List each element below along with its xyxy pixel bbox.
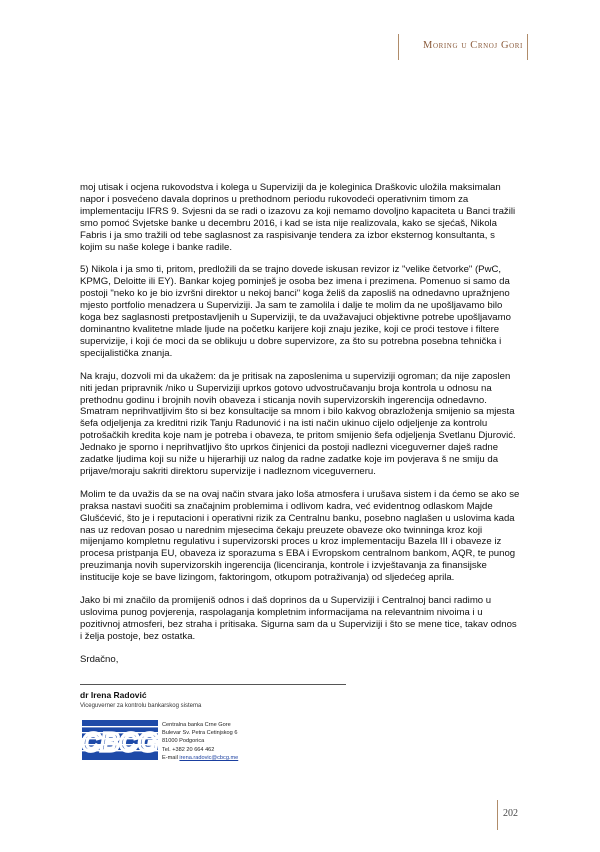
running-header: Moring u Crnoj Gori	[423, 40, 523, 51]
paragraph: Molim te da uvažis da se na ovaj način stvara jako loša atmosfera i urušava sistem i da ćemo se ako se praksa nastavi suočiti sa značajnim problemima i odlivom kadra, već evidentnog odlaskom Majde Glušćević, što je i reputacioni i operativni rizik za Centralnu banku, posebno naglašen u uslovima kada nas uz redovan posao u narednim mjesecima čekaju preuzete obaveze oko twinninga kroz koji mijenjamo kompletnu regulativu i supervizorski proces u kroz implementaciju Bazela III i obaveze iz procesa pristpanja EU, obaveza iz sporazuma s EBA i Evropskom centralnom bankom, AQR, te punog preuzimanja novih supervizorskih ingerencija (licenciranja, kontrole i izvještavanja za finansijske institucije koje se bave lizingom, faktoringom, otkupom potraživanja) od sljedećeg aprila.	[80, 488, 520, 584]
address: Bulevar Sv. Petra Cetinjskog 6	[162, 730, 238, 737]
city: 81000 Podgorica	[162, 738, 205, 745]
signature-name: dr Irena Radović	[80, 690, 147, 700]
org-name: Centralna banka Crne Gore	[162, 722, 231, 728]
email-link[interactable]: irena.radovic@cbcg.me	[179, 754, 239, 761]
paragraph: Na kraju, dozvoli mi da ukažem: da je pritisak na zaposlenima u superviziji ogroman; da nije zaposlen niti jedan pripravnik /niko u Superviziji uprkos gotovo udvostručavanju broja kontrola u odnosu na prethodnu godinu i brojnih novih obaveza i sticanja novih supervizorskih ingerencija odnedavno. Smatram neprihvatljivim što si bez konsultacije sa mnom i bilo kakvog obrazloženja smijenio sa mjesta šefa odjeljenja za kreditni rizik Tanju Radunović i na isti način ukinuo cijelo odjeljenje za kontrolu potrošačkih kredita koje nam je potreba i obaveza, te pritom smijenio šefa odjeljenja Svetlanu Djurović. Jednako je sporno i neprihvatljivo što uprkos činjenici da postoji nadlezni viceguverner daješ radne zadatke ljudima koji su niže u hijerarhiji uz nalog da radne zadatke koje im povjerava š ne smiju da prijave/moraju sakriti direktoru supervizije i nadleznom viceguverneru.	[80, 370, 516, 477]
paragraph: Jako bi mi značilo da promijeniš odnos i daš doprinos da u Superviziji i Centralnoj banci radimo u uslovima punog povjerenja, raspolaganja kompletnim informacijama na relevantnim nivoima i u pozitivnoj atmosferi, bez straha i pritisaka. Sigurna sam da u Superviziji i što se mene tice, takav odnos i želja postoje, bez ostatka.	[80, 595, 517, 642]
contact-card	[162, 721, 238, 762]
header-divider-left	[398, 34, 399, 60]
footer-divider	[497, 800, 498, 830]
paragraph: moj utisak i ocjena rukovodstva i kolega u Superviziji da je koleginica Draškovic uložila maksimalan napor i posvećeno davala doprinos u prethodnom periodu rukovodeći operativnim timom za implementaciju IFRS 9. Svjesni da se radi o izazovu za koji nemamo dovoljno kapaciteta u Banci tražili smo pomoć Svjetske banke u decembru 2016, i kad se ista nije realizovala, kako se sjećaš, Nikola Fabris i ja smo tražili od tebe saglasnost za raspisivanje tendera za izbor eksternog konsultanta, s kojim su naše kolege i banke radile.	[80, 182, 516, 253]
email-label: E-mail	[162, 754, 180, 761]
phone: Tel. +382 20 664 462	[162, 746, 215, 753]
letter-body	[80, 182, 542, 677]
email-row	[162, 754, 238, 762]
closing: Srdačno,	[80, 653, 119, 665]
header-divider-right	[527, 34, 528, 60]
cbcg-logo-icon	[82, 720, 158, 760]
paragraph: 5) Nikola i ja smo ti, pritom, predložili da se trajno dovede iskusan revizor iz "velike četvorke" (PwC, KPMG, Deloitte ili EY). Bankar kojeg pominješ je osoba bez imena i prezimena. Pomenuo si samo da postoji "neko ko je bio izvršni direktor u nekoj banci" koga želiš da zaposliš na odnedavno upražnjeno mjesto portfolio menadzera u Superviziji. Ja sam te zamolila i dalje te molim da ne upošljavamo bilo koga bez saglasnosti pretpostavljenih u Superviziji, te da uvažavajuci objektivne potrebe upošljavamo dominantno kvalitetne mlade ljude na početku karijere koji znaju jezike, koji ce proći testove i filtere supervizije, i koji će moci da se oblikuju u dobre supervizore, za što su potrebna posebna tehnička i specijalistička znanja.	[80, 264, 511, 359]
signature-title: Viceguverner za kontrolu bankarskog sistema	[80, 703, 202, 709]
svg-text:CBCG: CBCG	[82, 727, 158, 757]
signature-divider	[80, 684, 346, 685]
page-number: 202	[503, 808, 518, 819]
